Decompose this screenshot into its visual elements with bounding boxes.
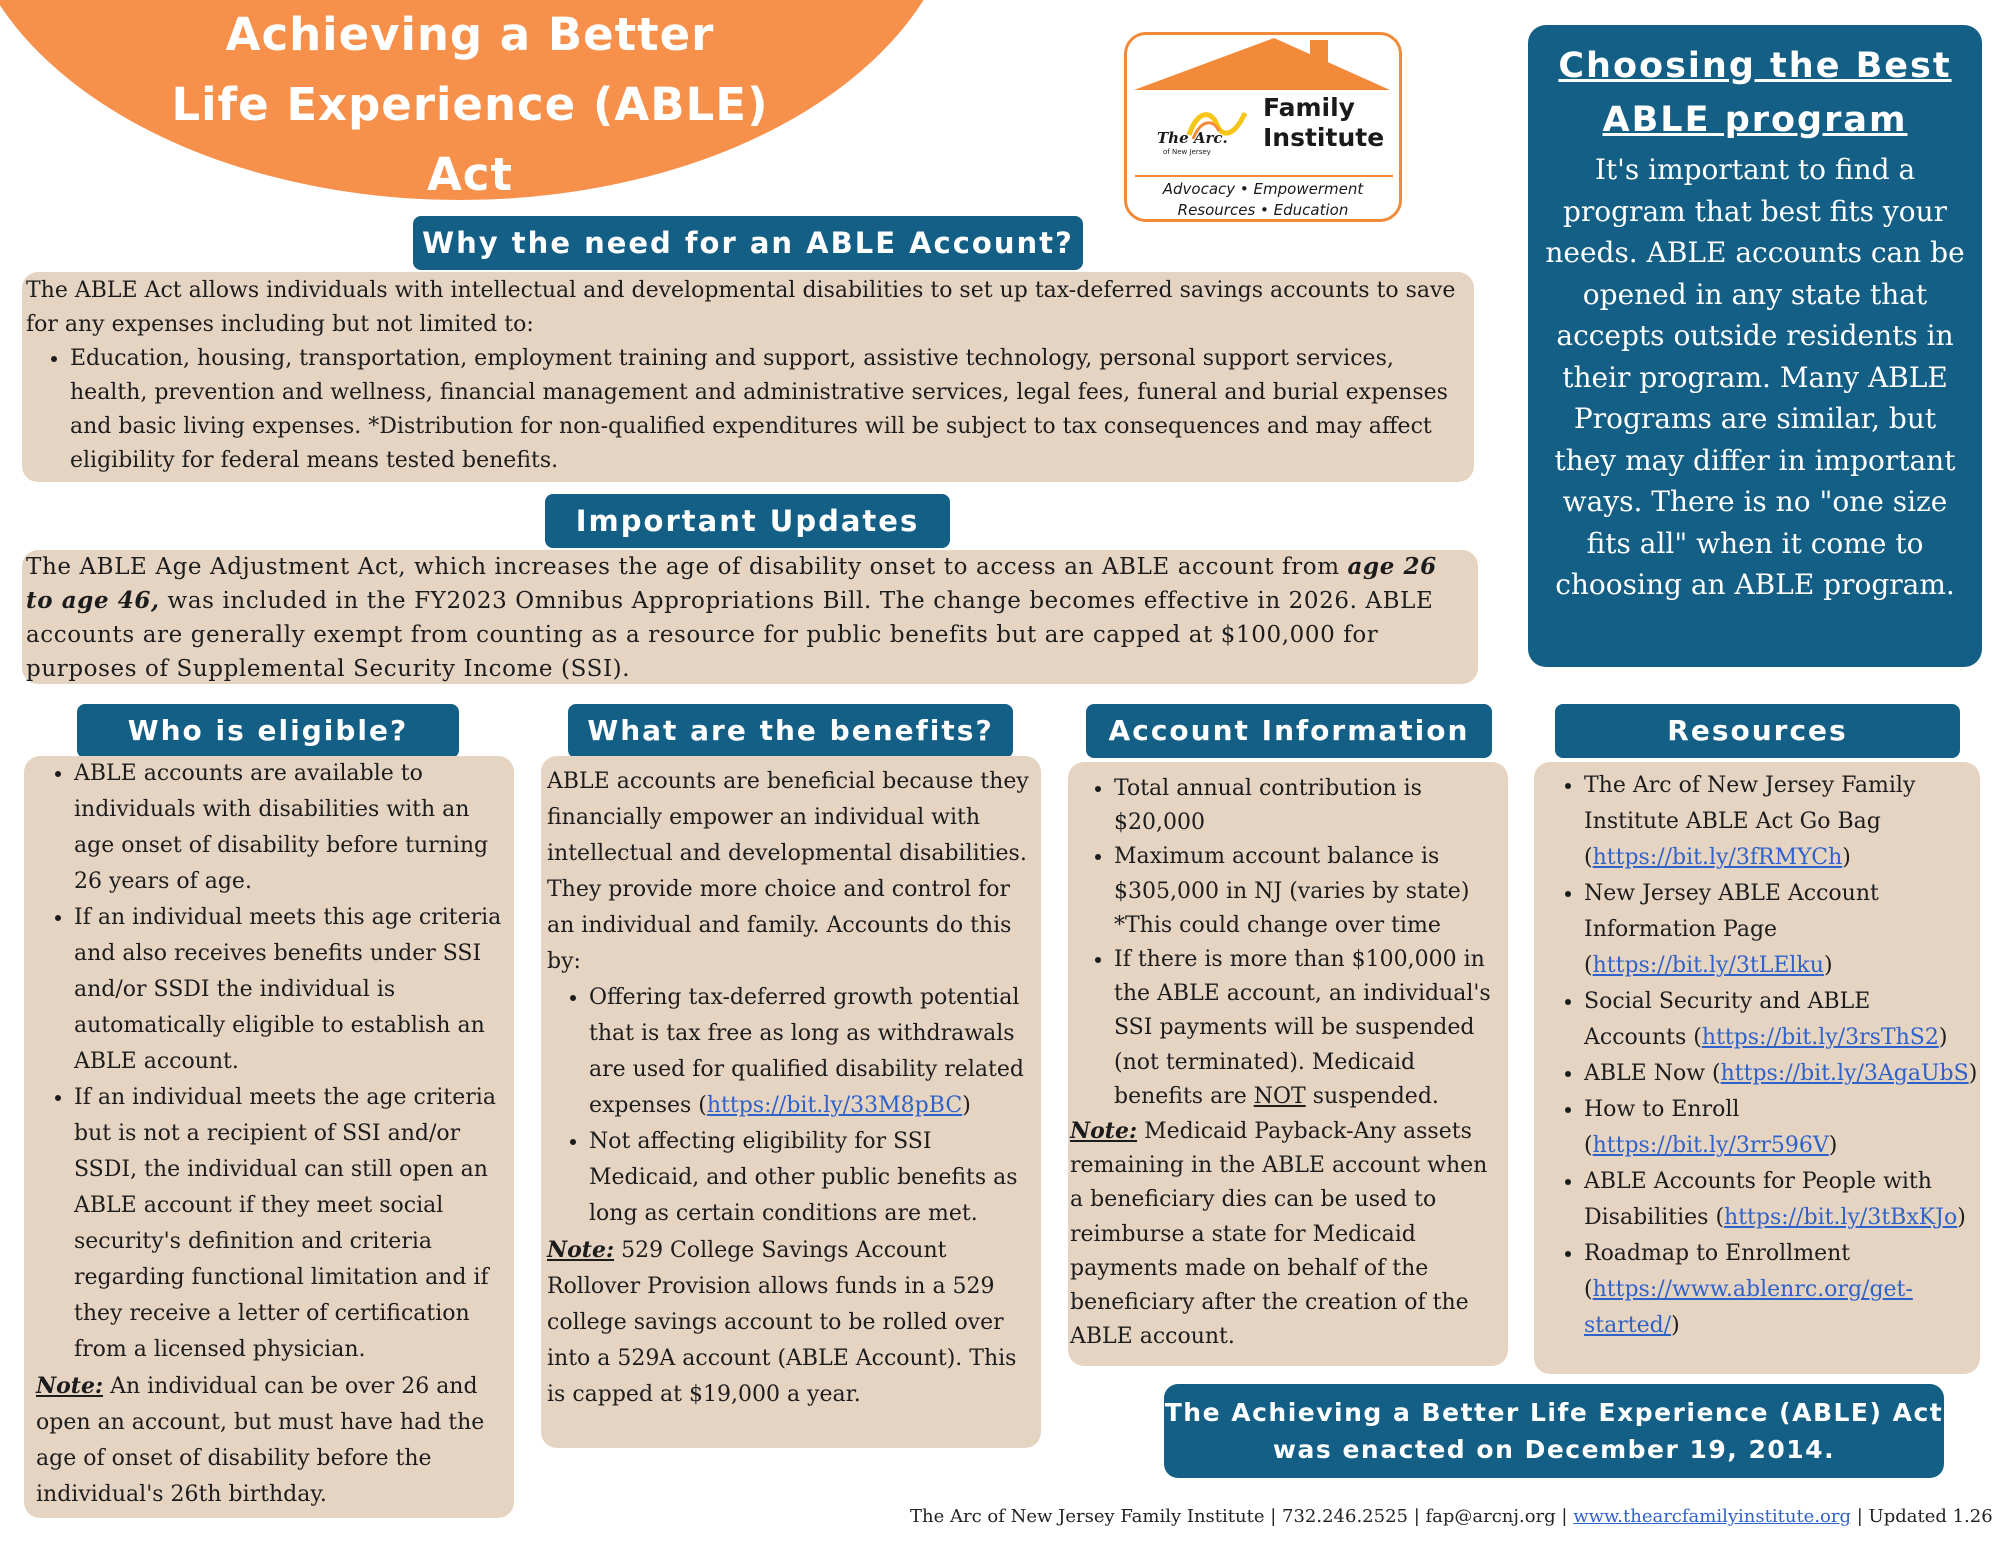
account-bullet <box>1114 943 1500 1114</box>
resource-link[interactable]: https://bit.ly/3rsThS2 <box>1701 1025 1939 1050</box>
benefits-box <box>541 756 1041 1448</box>
updates-box <box>22 550 1478 684</box>
logo-org-name: The Arc. <box>1157 129 1228 147</box>
logo-name-line-1: Family <box>1263 93 1355 122</box>
why-bullet: • Education, housing, transportation, employment training and support, assistive technology, personal support services, health, prevention and wellness, financial management and administrative services, legal fees, funeral and burial expenses and basic living expenses. *Distribution for non-qualified expenditures will be subject to tax consequences and may affect eligibility for federal means tested benefits. <box>70 342 1468 478</box>
resource-item: • ABLE Accounts for People with Disabilities (https://bit.ly/3tBxKJo) <box>1584 1164 1978 1236</box>
account-note <box>1070 1114 1500 1354</box>
footer-updated: | Updated 1.26 <box>1851 1506 1993 1527</box>
account-note-text: Medicaid Payback-Any assets remaining in the ABLE account when a beneficiary dies can be used to reimburse a state for Medicaid payments made on behalf of the beneficiary after the creation of the ABLE account. <box>1070 1119 1488 1350</box>
updates-part-1: The ABLE Age Adjustment Act, which increases the age of disability onset to access an ABLE account from <box>26 554 1348 580</box>
resources-box <box>1534 762 1980 1374</box>
benefits-bullet <box>589 980 1033 1124</box>
account-heading: Account Information <box>1086 704 1492 758</box>
account-list <box>1070 772 1500 1114</box>
updates-emphasis: age 26 to age 46, <box>26 553 1437 614</box>
house-roof-icon <box>1124 32 1402 102</box>
logo-divider <box>1135 175 1393 177</box>
benefits-heading: What are the benefits? <box>568 704 1013 758</box>
resource-item: • The Arc of New Jersey Family Institute ABLE Act Go Bag (https://bit.ly/3fRMYCh) <box>1584 768 1978 876</box>
title-line-1: Achieving a Better <box>225 8 715 61</box>
eligible-bullet: • ABLE accounts are available to individuals with disabilities with an age onset of disability before turning 26 years of age. <box>74 756 504 900</box>
resource-link[interactable]: https://bit.ly/3AgaUbS <box>1720 1061 1969 1086</box>
eligible-note-text: An individual can be over 26 and open an account, but must have had the age of onset of disability before the individual's 26th birthday. <box>36 1374 485 1507</box>
account-bullet: • Total annual contribution is $20,000 <box>1114 772 1500 840</box>
benefits-note-label: Note: <box>547 1237 615 1263</box>
choosing-title-line-2: ABLE program <box>1602 100 1908 140</box>
benefits-intro: ABLE accounts are beneficial because they financially empower an individual with intellectual and developmental disabilities. They provide more choice and control for an individual and family. Accounts do this by: <box>547 769 1029 974</box>
eligible-note-label: Note: <box>36 1373 104 1399</box>
eligible-heading: Who is eligible? <box>77 704 459 758</box>
resource-label: New Jersey ABLE Account Information Page <box>1584 881 1879 942</box>
account-bullet: • Maximum account balance is $305,000 in NJ (varies by state) *This could change over time <box>1114 840 1500 943</box>
account-bullet-3-not: NOT <box>1253 1083 1306 1109</box>
enacted-line-1: The Achieving a Better Life Experience (ABLE) Act <box>1164 1398 1944 1427</box>
choosing-body: It's important to find a program that best fits your needs. ABLE accounts can be opened in any state that accepts outside residents in their program. Many ABLE Programs are similar, but they may differ in important ways. There is no "one size fits all" when it come to choosing an ABLE program. <box>1545 153 1965 601</box>
footer-contact: The Arc of New Jersey Family Institute | 732.246.2525 | fap@arcnj.org | <box>910 1506 1574 1527</box>
resource-label: The Arc of New Jersey Family Institute ABLE Act Go Bag <box>1584 773 1916 834</box>
resource-label: ABLE Now <box>1584 1061 1706 1086</box>
arc-family-institute-logo <box>1124 32 1402 222</box>
resource-label: Social Security and ABLE Accounts <box>1584 989 1871 1050</box>
resources-heading: Resources <box>1555 704 1960 758</box>
logo-org-sub: of New Jersey <box>1163 148 1211 156</box>
resource-item: • ABLE Now (https://bit.ly/3AgaUbS) <box>1584 1056 1978 1092</box>
footer-website-link[interactable]: www.thearcfamilyinstitute.org <box>1573 1506 1852 1527</box>
resource-item: • Social Security and ABLE Accounts (https://bit.ly/3rsThS2) <box>1584 984 1978 1056</box>
resource-link[interactable]: https://bit.ly/3tLElku <box>1592 953 1824 978</box>
account-bullet-3-end: suspended. <box>1305 1083 1439 1109</box>
eligible-list <box>36 756 504 1368</box>
why-heading: Why the need for an ABLE Account? <box>413 216 1083 270</box>
choosing-program-card <box>1528 25 1982 667</box>
why-intro: The ABLE Act allows individuals with intellectual and developmental disabilities to set up tax-deferred savings accounts to save for any expenses including but not limited to: <box>26 278 1456 337</box>
why-list <box>26 342 1468 478</box>
benefits-bullet: • Not affecting eligibility for SSI Medicaid, and other public benefits as long as certain conditions are met. <box>589 1124 1033 1232</box>
resource-label: Roadmap to Enrollment <box>1584 1241 1851 1266</box>
account-box <box>1068 762 1508 1366</box>
benefits-list <box>547 980 1033 1232</box>
title-line-3: Act <box>426 148 513 201</box>
resource-item: • New Jersey ABLE Account Information Page (https://bit.ly/3tLElku) <box>1584 876 1978 984</box>
resource-link[interactable]: https://bit.ly/3rr596V <box>1592 1133 1829 1158</box>
benefits-note-text: 529 College Savings Account Rollover Provision allows funds in a 529 college savings account to be rolled over into a 529A account (ABLE Account). This is capped at $19,000 a year. <box>547 1238 1017 1407</box>
account-note-label: Note: <box>1070 1118 1138 1145</box>
title-line-2: Life Experience (ABLE) <box>171 78 769 131</box>
benefits-bullet-1-link[interactable]: https://bit.ly/33M8pBC <box>706 1093 963 1118</box>
why-box <box>22 272 1474 482</box>
logo-tagline-2: Resources • Education <box>1177 201 1349 219</box>
eligible-box <box>24 756 514 1518</box>
resource-label: How to Enroll <box>1584 1097 1740 1122</box>
logo-tagline-1: Advocacy • Empowerment <box>1162 180 1364 198</box>
account-bullet-3-text: If there is more than $100,000 in the ABLE account, an individual's SSI payments will be suspended (not terminated). Medicaid benefits are <box>1114 947 1491 1109</box>
benefits-note <box>547 1232 1033 1413</box>
updates-heading: Important Updates <box>545 494 950 548</box>
eligible-note <box>36 1368 504 1513</box>
page-title <box>90 0 850 210</box>
enacted-line-2: was enacted on December 19, 2014. <box>1272 1435 1836 1464</box>
resource-link[interactable]: https://bit.ly/3tBxKJo <box>1724 1205 1958 1230</box>
resource-link[interactable]: https://www.ablenrc.org/get-started/ <box>1584 1277 1913 1338</box>
benefits-bullet-1-text: Offering tax-deferred growth potential that is tax free as long as withdrawals are used for qualified disability related expenses ( <box>589 985 1024 1118</box>
resources-list <box>1534 768 1978 1344</box>
resource-link[interactable]: https://bit.ly/3fRMYCh <box>1592 845 1843 870</box>
resource-item: • Roadmap to Enrollment (https://www.ablenrc.org/get-started/) <box>1584 1236 1978 1344</box>
choosing-title-line-1: Choosing the Best <box>1558 46 1952 86</box>
enacted-banner <box>1164 1384 1944 1478</box>
benefits-bullet-1-end: ) <box>962 1093 971 1118</box>
eligible-bullet: • If an individual meets this age criteria and also receives benefits under SSI and/or SSDI the individual is automatically eligible to establish an ABLE account. <box>74 900 504 1080</box>
updates-part-2: was included in the FY2023 Omnibus Appropriations Bill. The change becomes effective in 2026. ABLE accounts are generally exempt from counting as a resource for public benefits but are capped at $100,000 for purposes of Supplemental Security Income (SSI). <box>26 588 1434 682</box>
choosing-title <box>1528 39 1982 147</box>
resource-item: • How to Enroll (https://bit.ly/3rr596V) <box>1584 1092 1978 1164</box>
eligible-bullet: • If an individual meets the age criteria but is not a recipient of SSI and/or SSDI, the individual can still open an ABLE account if they meet social security's definition and criteria regarding functional limitation and if they receive a letter of certification from a licensed physician. <box>74 1080 504 1368</box>
footer <box>910 1506 1993 1527</box>
logo-name-line-2: Institute <box>1263 123 1385 152</box>
resource-label: ABLE Accounts for People with Disabilities <box>1584 1169 1932 1230</box>
